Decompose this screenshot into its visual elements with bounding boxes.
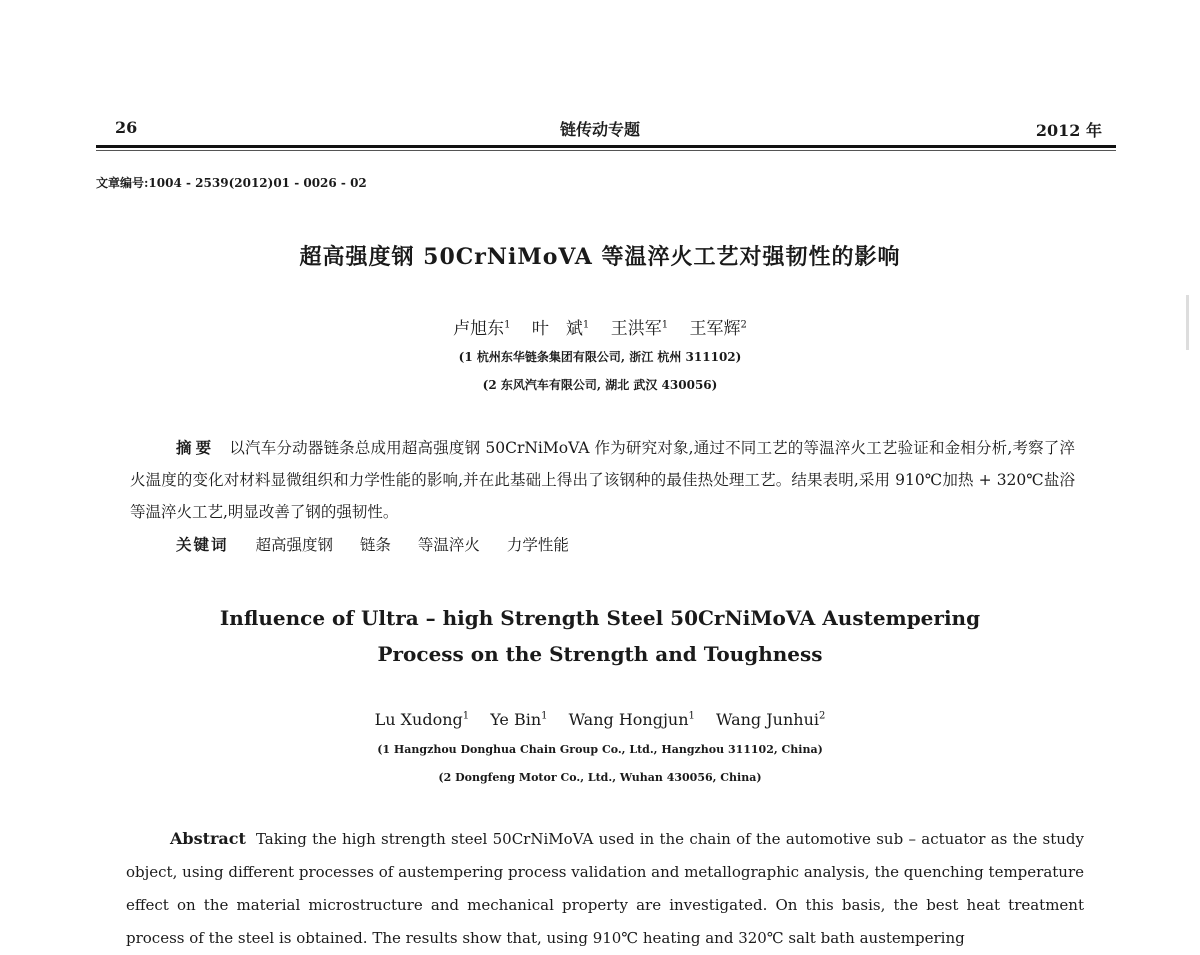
- keyword: 力学性能: [506, 536, 569, 554]
- affiliation-en: (2 Dongfeng Motor Co., Ltd., Wuhan 430056, China): [438, 771, 762, 784]
- affiliation-cn: (1 杭州东华链条集团有限公司, 浙江 杭州 311102): [458, 350, 742, 364]
- title-en-line1: Influence of Ultra – high Strength Steel 50CrNiMoVA Austempering: [219, 606, 981, 630]
- author-list-cn: [0, 314, 1200, 339]
- author-cn: 王洪军$^1$: [610, 319, 669, 339]
- abstract-cn: [130, 432, 1075, 528]
- abstract-label-en: Abstract: [170, 829, 246, 848]
- author-cn: 王军辉$^2$: [689, 319, 747, 339]
- affiliation-cn: (2 东风汽车有限公司, 湖北 武汉 430056): [482, 378, 718, 392]
- author-cn: 卢旭东$^1$: [453, 319, 511, 339]
- author-cn: 叶 斌$^1$: [531, 319, 590, 339]
- keyword: 等温淬火: [417, 536, 480, 554]
- affiliation-en: (1 Hangzhou Donghua Chain Group Co., Ltd., Hangzhou 311102, China): [377, 743, 823, 756]
- keyword: 超高强度钢: [255, 536, 333, 554]
- journal-section-title: 链传动专题: [559, 120, 640, 139]
- journal-year: 2012 年: [1035, 121, 1102, 140]
- author-en: Lu Xudong$^1$: [374, 710, 470, 729]
- abstract-text-en: Taking the high strength steel 50CrNiMoVA used in the chain of the automotive sub – actuator as the study object, using different processes of austempering process validation and metallographic analysis, the quenching temperature effect on the material microstructure and mechanical property are investigated. On this basis, the best heat treatment process of the steel is obtained. The results show that, using 910℃ heating and 320℃ salt bath austempering: [126, 830, 1084, 947]
- author-en: Wang Junhui$^2$: [716, 710, 826, 729]
- keywords-label-cn: 关键词: [176, 535, 229, 554]
- header-rule-thin: [96, 150, 1116, 151]
- abstract-text-cn: 以汽车分动器链条总成用超高强度钢 50CrNiMoVA 作为研究对象,通过不同工艺的等温淬火工艺验证和金相分析,考察了淬火温度的变化对材料显微组织和力学性能的影响,并在此基础上得出了该钢种的最佳热处理工艺。结果表明,采用 910℃加热 + 320℃盐浴等温淬火工艺,明显改善了钢的强韧性。: [130, 439, 1075, 521]
- abstract-en: [126, 822, 1084, 955]
- article-number: 文章编号:1004 - 2539(2012)01 - 0026 - 02: [96, 176, 367, 190]
- paper-title-cn: 超高强度钢 50CrNiMoVA 等温淬火工艺对强韧性的影响: [299, 244, 901, 270]
- abstract-label-cn: 摘要: [176, 438, 216, 457]
- keywords-cn: [176, 533, 591, 555]
- keyword: 链条: [359, 536, 391, 554]
- title-en-line2: Process on the Strength and Toughness: [377, 642, 823, 666]
- author-list-en: [0, 710, 1200, 729]
- scan-edge-mark: [1186, 295, 1189, 350]
- page-number: 26: [115, 118, 138, 137]
- header-rule: [96, 145, 1116, 148]
- author-en: Wang Hongjun$^1$: [568, 710, 695, 729]
- paper-title-en: [0, 600, 1200, 672]
- author-en: Ye Bin$^1$: [490, 710, 548, 729]
